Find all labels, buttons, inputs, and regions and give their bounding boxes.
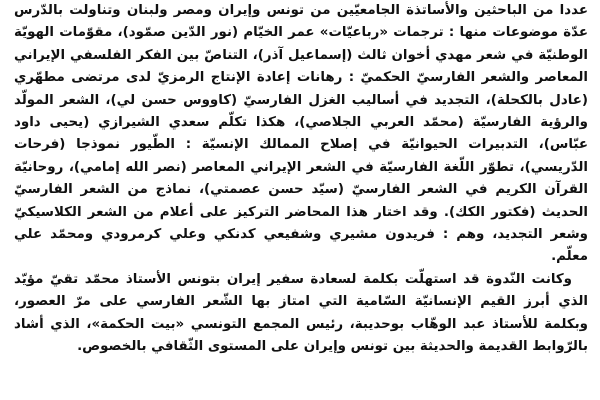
paragraph-symposium-opening: وكانت النّدوة قد استهلّت بكلمة لسعادة سفير إيران بتونس الأستاذ محمّد تقيّ مؤيّد الذي أبرز القيم الإنسانيّة السّامية التي امتاز بها الشّعر الفارسي على مرّ العصور، وبكلمة للأستاذ عبد الوهّاب بوحديبة، رئيس المجمع التونسي «بيت الحكمة»، الذي أشاد بالرّوابط القديمة والحديثة بين تونس وإيران على المستوى الثّقافي بالخصوص. xyxy=(14,271,588,355)
paragraph-symposium-topics: عددا من الباحثين والأساتذة الجامعيّين من تونس وإيران ومصر ولبنان وتناولت بالدّرس عدّة موضوعات منها : ترجمات «رباعيّات» عمر الخيّام (نور الدّين صمّود)، مقوّمات الهويّة الوطنيّة في شعر مهدي أخوان ثالث (إسماعيل آذر)، التناصّ بين الفكر الفلسفي الإيراني المعاصر والشعر الفارسيّ الحكميّ : رهانات إعادة الإنتاج الرمزيّ لدى مرتضى مطهّري (عادل بالكحلة)، التجديد في أساليب الغزل الفارسيّ (كاووس حسن لي)، الشعر المولّد والرؤية الفارسيّة (محمّد العربي الجلاصي)، هكذا تكلّم سعدي الشيرازي (يحيى داود عبّاس)، التدبيرات الحيوانيّة في إصلاح الممالك الإنسيّة : الطّيور نموذجا (فرحات الدّريسي)، تطوّر اللّغة الفارسيّة في الشعر الإيراني المعاصر (نصر الله إمامي)، روحانيّة القرآن الكريم في الشعر الفارسيّ (سيّد حسن عصمتي)، نماذج من الشعر الفارسيّ الحديث (فكتور الكك). وقد اختار هذا المحاضر التركيز على أعلام من الشعر الكلاسيكيّ وشعر التجديد، وهم : فريدون مشيري وشفيعي كدنكي وعلي كرمرودي ومحمّد علي معلّم. xyxy=(14,3,588,265)
article-text xyxy=(14,0,588,396)
